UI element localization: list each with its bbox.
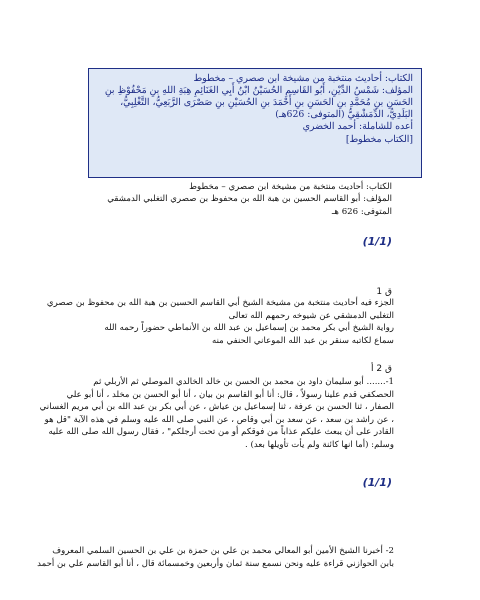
book-info-box [88,68,422,178]
meta-death: المتوفى: 626 هـ [331,207,392,217]
hadith-1-line: وسلم: (أما انها كائنة ولم يأت تأويلها بعد) . [245,439,394,450]
section-1-line: التغلبي الدمشقي عن شيوخه رحمهم الله تعالى [228,310,394,321]
section-1-marker: ق 1 [376,287,392,297]
meta-author: المؤلف: أبو القاسم الحسين بن هبة الله بن محفوظ بن صصري التغلبي الدمشقي [107,194,392,204]
hadith-2-line: 2- أخبرنا الشيخ الأمين أبو المعالي محمد بن علي بن حمزة بن علي بن الحسين السلمي المعروف [52,546,394,556]
section-2-text [39,376,394,451]
info-author-line-3: البَلَدِيُّ، الدِّمَشْقِيُّ (المتوفى: 626هـ) [275,109,413,120]
hadith-2-line: بابن الحوازني قراءة عليه ونحن نسمع سنة ثمان وأربعين وخمسمائة قال ، أنا أبو القاسم علي بن أحمد [37,558,394,569]
section-1-text [46,297,394,347]
section-1-line: رواية الشيخ أبي بكر محمد بن إسماعيل بن عبد الله بن الأنماطي حضوراً رحمه الله [104,323,394,333]
hadith-1-line: الصفار ، ثنا الحسن بن عرفة ، ثنا إسماعيل بن عياش ، عن أبي بكر بن عبد الله بن أبي مريم الغساني [39,402,394,412]
meta-book: الكتاب: أحاديث منتخبة من مشيخة ابن صصري – مخطوط [189,182,392,192]
info-book-title: الكتاب: أحاديث منتخبة من مشيخة ابن صصري – مخطوط [193,73,413,84]
hadith-1-line: الحصكفي قدم علينا رسولاً ، قال: أنا أبو القاسم بن بيان ، أنا أبو الحسن بن مخلد ، أنا أبو علي [66,389,394,400]
page-marker-2: (1/1) [362,476,392,489]
section-1-line: الجزء فيه أحاديث منتخبة من مشيخة الشيخ أبي القاسم الحسين بن هبة الله بن محفوظ بن صصري [46,298,394,308]
info-manuscript-tag: [الكتاب مخطوط] [345,134,413,145]
hadith-1-line: القادر على أن يبعث عليكم عذاباً من فوقكم أو من تحت أرجلكم" ، فقال رسول الله صلى الله عليه [48,427,394,437]
info-prepared-by: أعده للشاملة: أحمد الخضري [302,121,413,132]
section-3-text [37,545,394,570]
hadith-1-line: 1-....... أبو سليمان داود بن محمد بن الحسن بن خالد الخالدي الموصلي ثم الأربلي ثم [93,377,394,387]
info-author-line-2: الحَسَنِ بنِ مُحَمَّدِ بنِ الحَسَنِ بنِ أَحْمَدَ بنِ الحُسَيْنِ بنِ صَصْرَى الرَّبَعِيُّ، التَّغْلِبِيُّ، [120,97,413,108]
info-author-line-1: المؤلف: شَمْسُ الدِّيْنِ، أَبُو القَاسِمِ الحُسَيْنُ ابْنُ أَبِي الغَنَائِمِ هِبَةِ اللهِ بنِ مَحْفُوْظِ بنِ [104,85,413,96]
section-1-line: سماع لكاتبه سنقر بن عبد الله الموعاني الحنفي منه [211,335,394,346]
section-2-marker: ق 2 أ [371,364,392,374]
hadith-1-line: ، عن راشد بن سعد ، عن سعد بن أبي وقاص ، عن النبي صلى الله عليه وسلم في هذه الآية "قل هو [44,414,394,425]
page-marker-1: (1/1) [362,235,392,248]
